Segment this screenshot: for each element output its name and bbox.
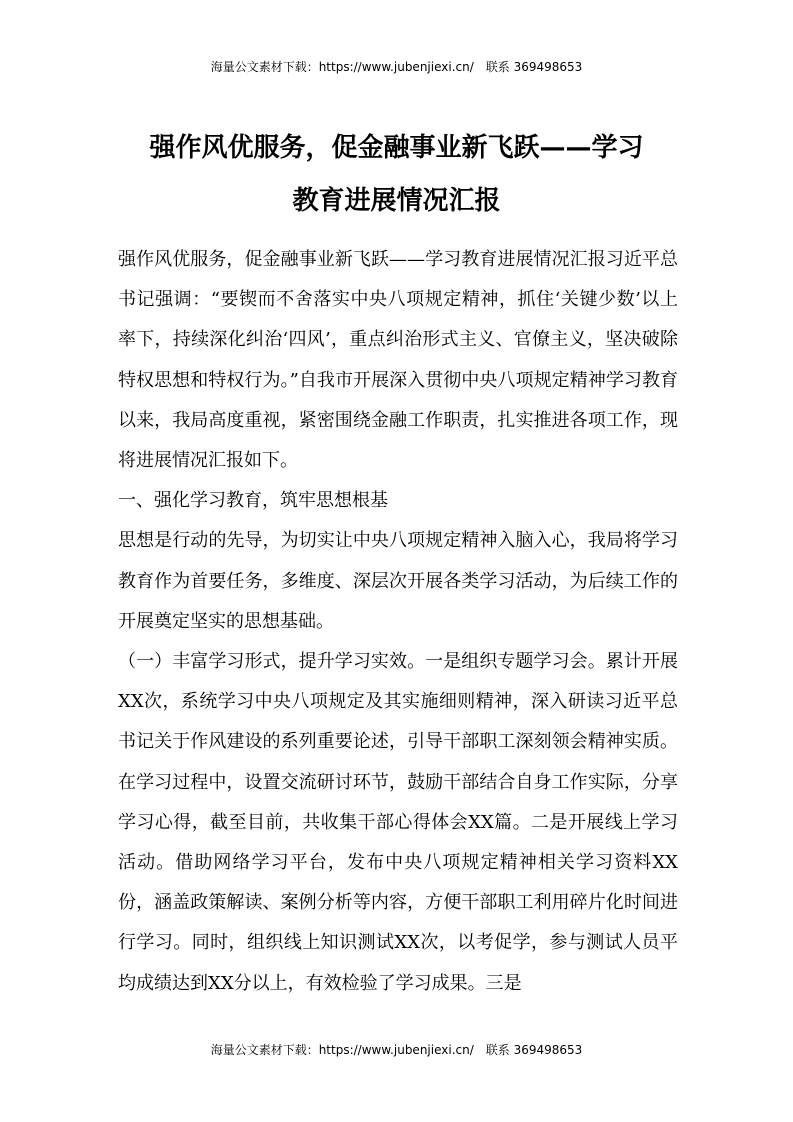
title-line-2: 教育进展情况汇报 — [292, 186, 501, 216]
footer-source-text: 海量公文素材下载：https://www.jubenjiexi.cn/ — [210, 1043, 474, 1057]
section-1-item-1-paragraph: （一）丰富学习形式，提升学习实效。一是组织专题学习会。累计开展XX次，系统学习中央八项规定及其实施细则精神，深入研读习近平总书记关于作风建设的系列重要论述，引导干部职工深刻领会精神实质。在学习过程中，设置交流研讨环节，鼓励干部结合自身工作实际，分享学习心得，截至目前，共收集干部心得体会XX篇。二是开展线上学习活动。借助网络学习平台，发布中央八项规定精神相关学习资料XX份，涵盖政策解读、案例分析等内容，方便干部职工利用碎片化时间进行学习。同时，组织线上知识测试XX次，以考促学，参与测试人员平均成绩达到XX分以上，有效检验了学习成果。三是 — [118, 651, 678, 994]
header-source-text: 海量公文素材下载：https://www.jubenjiexi.cn/ — [210, 60, 474, 74]
header-contact-text: 联系 369498653 — [485, 60, 583, 74]
section-1-intro-paragraph: 思想是行动的先导，为切实让中央八项规定精神入脑入心，我局将学习教育作为首要任务，多维度、深层次开展各类学习活动，为后续工作的开展奠定坚实的思想基础。 — [118, 530, 678, 632]
running-footer — [0, 1041, 793, 1058]
title-line-1: 强作风优服务，促金融事业新飞跃——学习 — [149, 133, 644, 163]
running-header — [0, 58, 793, 75]
document-body — [118, 240, 678, 1004]
footer-contact-text: 联系 369498653 — [485, 1043, 583, 1057]
intro-paragraph: 强作风优服务，促金融事业新飞跃——学习教育进展情况汇报习近平总书记强调：“要锲而不舍落实中央八项规定精神，抓住‘关键少数’以上率下，持续深化纠治‘四风’，重点纠治形式主义、官僚主义，坚决破除特权思想和特权行为。”自我市开展深入贯彻中央八项规定精神学习教育以来，我局高度重视，紧密围绕金融工作职责，扎实推进各项工作，现将进展情况汇报如下。 — [118, 249, 678, 472]
section-1-heading: 一、强化学习教育，筑牢思想根基 — [118, 490, 388, 512]
document-title — [110, 122, 683, 228]
